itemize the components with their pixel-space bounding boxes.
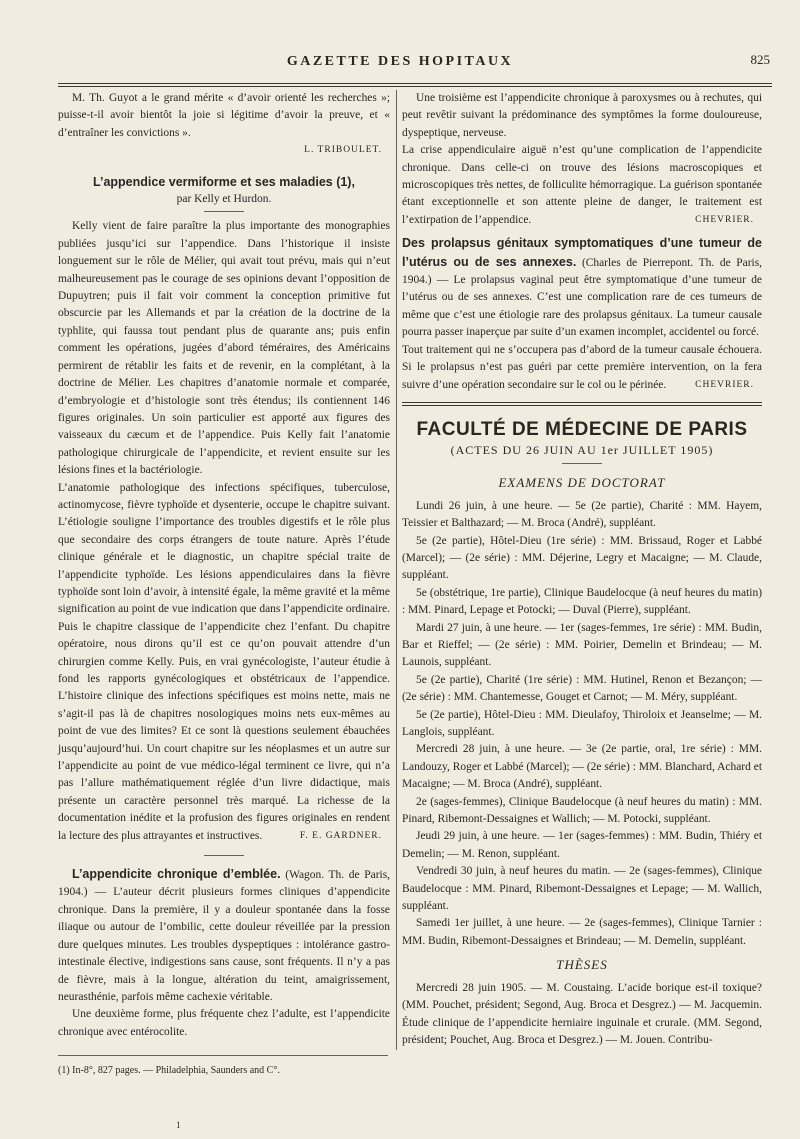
faculty-subtitle: (ACTES DU 26 JUIN AU 1er JUILLET 1905) (450, 442, 714, 457)
header-rule (58, 83, 772, 84)
exam-entry: Vendredi 30 juin, à neuf heures du matin. — 2e (sages-femmes), Clinique Baudelocque : MM. Pinard, Ribemont-Dessaignes et Lepage; — M. Wallich, suppléant. (402, 865, 762, 913)
prolapsus-body: (Charles de Pierrepont. Th. de Paris, 1904.) — Le prolapsus vaginal peut être symptomatique d’une tumeur de l’utérus ou de ses annexes. C’est une complication rare de ces tumeurs de même que c’est une étiologie rare des prolapsus génitaux. La tumeur causale pourra passer inaperçue par suite d’un examen incomplet, accidentel ou forcé. (402, 256, 763, 339)
article-byline-kelly: par Kelly et Hurdon. (176, 193, 272, 206)
guyot-paragraph: M. Th. Guyot a le grand mérite « d’avoir orienté les recherches »; puisse-t-il avoir bientôt la joie si légitime d’avoir la preuve, et « d’entraîner les convictions ». (58, 92, 390, 139)
article-title-chronique: L’appendicite chronique d’emblée. (72, 867, 281, 882)
footnote: (1) In-8°, 827 pages. — Philadelphia, Saunders and C°. (58, 1065, 280, 1077)
exam-entry: 2e (sages-femmes), Clinique Baudelocque (à neuf heures du matin) : MM. Pinard, Ribemont-Dessaignes et Wallich; — M. Potocki, suppléant. (402, 795, 762, 826)
chronique-paragraph-2: Une deuxième forme, plus fréquente chez l’adulte, est l’appendicite chronique avec entérocolite. (58, 1008, 390, 1038)
exam-entry: Samedi 1er juillet, à une heure. — 2e (sages-femmes), Clinique Tarnier : MM. Budin, Ribemont-Dessaignes et Brindeau; — M. Demelin, suppléant. (402, 917, 762, 947)
theses-section-title: THÈSES (556, 957, 608, 973)
page-mark: 1 (176, 1120, 181, 1130)
kelly-paragraph-1: Kelly vient de faire paraître la plus importante des monographies publiées jusqu’ici sur l’appendice. Dans l’historique il insiste longuement sur le rôle de Mélier, qui avait tout prévu, mais qui n’eut malheureusement pas le courage de ses opinions devant l’opposition de Dupuytren; puis il fait voir comment la conception primitive fut obscurcie par les Allemands et par la création de la doctrine de la typhlite, qui faussa tout pendant plus de quarante ans; puis enfin comment les opérations, jugées d’abord téméraires, des Américains permirent de rétablir les faits et de revenir, en la complétant, à la doctrine de Mélier. Les chapitres d’anatomie normale et comparée, d’embryologie et d’histologie sont très étendus; ils contiennent 146 figures originales. Un soin particulier est apporté aux figures des vaisseaux du cæcum et de l’appendice. Puis Kelly fait l’anatomie pathologique chirurgicale de l’appendicite, et revient ensuite sur les lésions fines et la bactériologie. (58, 220, 390, 477)
article-title-appendice: L’appendice vermiforme et ses maladies (1), (93, 174, 355, 189)
faculty-title: FACULTÉ DE MÉDECINE DE PARIS (416, 418, 748, 440)
page-header (0, 52, 800, 76)
page-number: 825 (750, 52, 770, 67)
theses-paragraph: Mercredi 28 juin 1905. — M. Coustaing. L’acide borique est-il toxique? (MM. Pouchet, président; Segond, Aug. Broca et Desgrez.) — M. Jacquemin. Étude clinique de l’appendicite herniaire inguinale et crurale. (MM. Segond, président; Pouchet, Aug. Broca et Desgrez.) — M. Jouen. Contribu- (402, 981, 762, 1046)
article-separator (204, 855, 244, 856)
prolapsus-paragraph-2: Tout traitement qui ne s’occupera pas d’abord de la tumeur causale échouera. Si le prolapsus n’est pas guéri par cette première intervention, on la fera suivre d’une opération secondaire sur le col ou le périnée. (402, 343, 762, 391)
exam-entry: Lundi 26 juin, à une heure. — 5e (2e partie), Charité : MM. Hayem, Teissier et Balthazard; — M. Broca (André), suppléant. (402, 499, 762, 530)
exam-entry: Mercredi 28 juin, à une heure. — 3e (2e partie, oral, 1re série) : MM. Landouzy, Roger et Labbé (Marcel); — (2e série) : MM. Blanchard, Achard et Macaigne; — M. Broca (André), suppléant. (402, 743, 762, 791)
chronique-body: (Wagon. Th. de Paris, 1904.) — L’auteur décrit plusieurs formes cliniques d’appendicite chronique. Dans la première, il y a douleur spontanée dans la fosse iliaque ou autour de l’ombilic, cette douleur réveillée par la pression dure quelques minutes. Les troubles dyspeptiques : intolérance gastro-intestinale élective, indigestions sans cause, sont fréquents. Il n’y a pas de fièvre, mais à la longue, altération du teint, amaigrissement, neurasthénie, parfois même cachexie véritable. (58, 869, 391, 1003)
exam-entry: Mardi 27 juin, à une heure. — 1er (sages-femmes, 1re série) : MM. Budin, Bar et Rieffel; — (2e série) : MM. Poirier, Demelin et Brindeau; — M. Launois, suppléant. (402, 621, 762, 669)
signature-gardner: F. E. GARDNER. (299, 830, 382, 841)
column-divider (396, 90, 397, 1050)
signature-triboulet: L. TRIBOULET. (304, 145, 382, 156)
exam-entry: Jeudi 29 juin, à une heure. — 1er (sages-femmes) : MM. Budin, Thiéry et Demelin; — M. Renon, suppléant. (402, 830, 762, 860)
exam-list (402, 498, 762, 951)
signature-chevrier-2: CHEVRIER. (695, 379, 754, 390)
right-column (402, 90, 762, 1049)
exam-section-title: EXAMENS DE DOCTORAT (498, 475, 666, 491)
section-double-rule (402, 402, 762, 406)
kelly-paragraph-2: L’anatomie pathologique des infections spécifiques, tuberculose, actinomycose, fièvre typhoïde et dysenterie, occupe le chapitre suivant. L’étiologie souligne l’importance des troubles digestifs et le rôle plus que secondaire des corps étrangers de toute nature. Après l’étude clinique générale et le diagnostic, un chapitre spécial traite de l’appendicite typhoïde. Les lésions appendiculaires dans la fièvre typhoïde sont loin d’avoir, à intensité égale, la même gravité et la même signification au point de vue indication que dans l’appendicite ordinaire. Puis le chapitre classique de l’appendicite chez l’enfant. Du chapitre opératoire, nous dirons qu’il est ce qu’on pouvait attendre d’un chirurgien comme Kelly. Puis, en vrai gynécologiste, l’auteur étudie à fond les rapports gynécologiques et obstétricaux de l’appendice. L’histoire clinique des infections spécifiques est moins nette, mais ne s’agit-il pas là de chapitres nosologiques moins nets eux-mêmes au point de vue des limites? Et ce sont là questions seulement ébauchées jusqu’aujourd’hui. Un court chapitre sur les néoplasmes et un autre sur l’appendicite au point de vue médico-légal terminent ce livre, qui n’a pas l’allure mathématiquement réglée d’un livre didactique, mais présente un caractère personnel très marqué. La richesse de la documentation inédite et la profusion des figures originales en rendent la lecture des plus attrayantes et instructives. (58, 481, 390, 842)
header-rule-2 (58, 86, 772, 87)
exam-entry: 5e (2e partie), Charité (1re série) : MM. Hutinel, Renon et Bezançon; — (2e série) : MM. Chantemesse, Gouget et Carnot; — M. Méry, suppléant. (402, 673, 762, 704)
byline-rule (204, 211, 244, 212)
footnote-rule (58, 1055, 388, 1056)
chronique-paragraph-3: Une troisième est l’appendicite chronique à paroxysmes ou à rechutes, qui peut revêtir suivant la prédominance des symptômes la forme douloureuse, dyspeptique, nerveuse. (402, 92, 762, 139)
signature-chevrier-1: CHEVRIER. (695, 214, 754, 225)
article-title-prolapsus: Des prolapsus génitaux symptomatiques d’une tumeur de l’utérus ou de ses annexes. (402, 236, 762, 269)
journal-title: GAZETTE DES HOPITAUX (286, 54, 514, 69)
chronique-paragraph-4: La crise appendiculaire aiguë n’est qu’une complication de l’appendicite chronique. Dans celle-ci on trouve des lésions macroscopiques et microscopiques très nettes, de folliculite hémorragique. La guérison spontanée étant exceptionnelle et son attente pleine de danger, le traitement est l’extirpation de l’appendice. (402, 144, 762, 226)
exam-entry: 5e (obstétrique, 1re partie), Clinique Baudelocque (à neuf heures du matin) : MM. Pinard, Lepage et Potocki; — Duval (Pierre), suppléant. (402, 586, 762, 617)
exam-entry: 5e (2e partie), Hôtel-Dieu (1re série) : MM. Brissaud, Roger et Labbé (Marcel); — (2e série) : MM. Déjerine, Legry et Macaigne; — M. Claude, suppléant. (402, 534, 762, 582)
left-column (58, 90, 390, 1080)
exam-entry: 5e (2e partie), Hôtel-Dieu : MM. Dieulafoy, Thiroloix et Jeanselme; — M. Langlois, suppléant. (402, 708, 762, 738)
faculty-rule (562, 463, 602, 464)
